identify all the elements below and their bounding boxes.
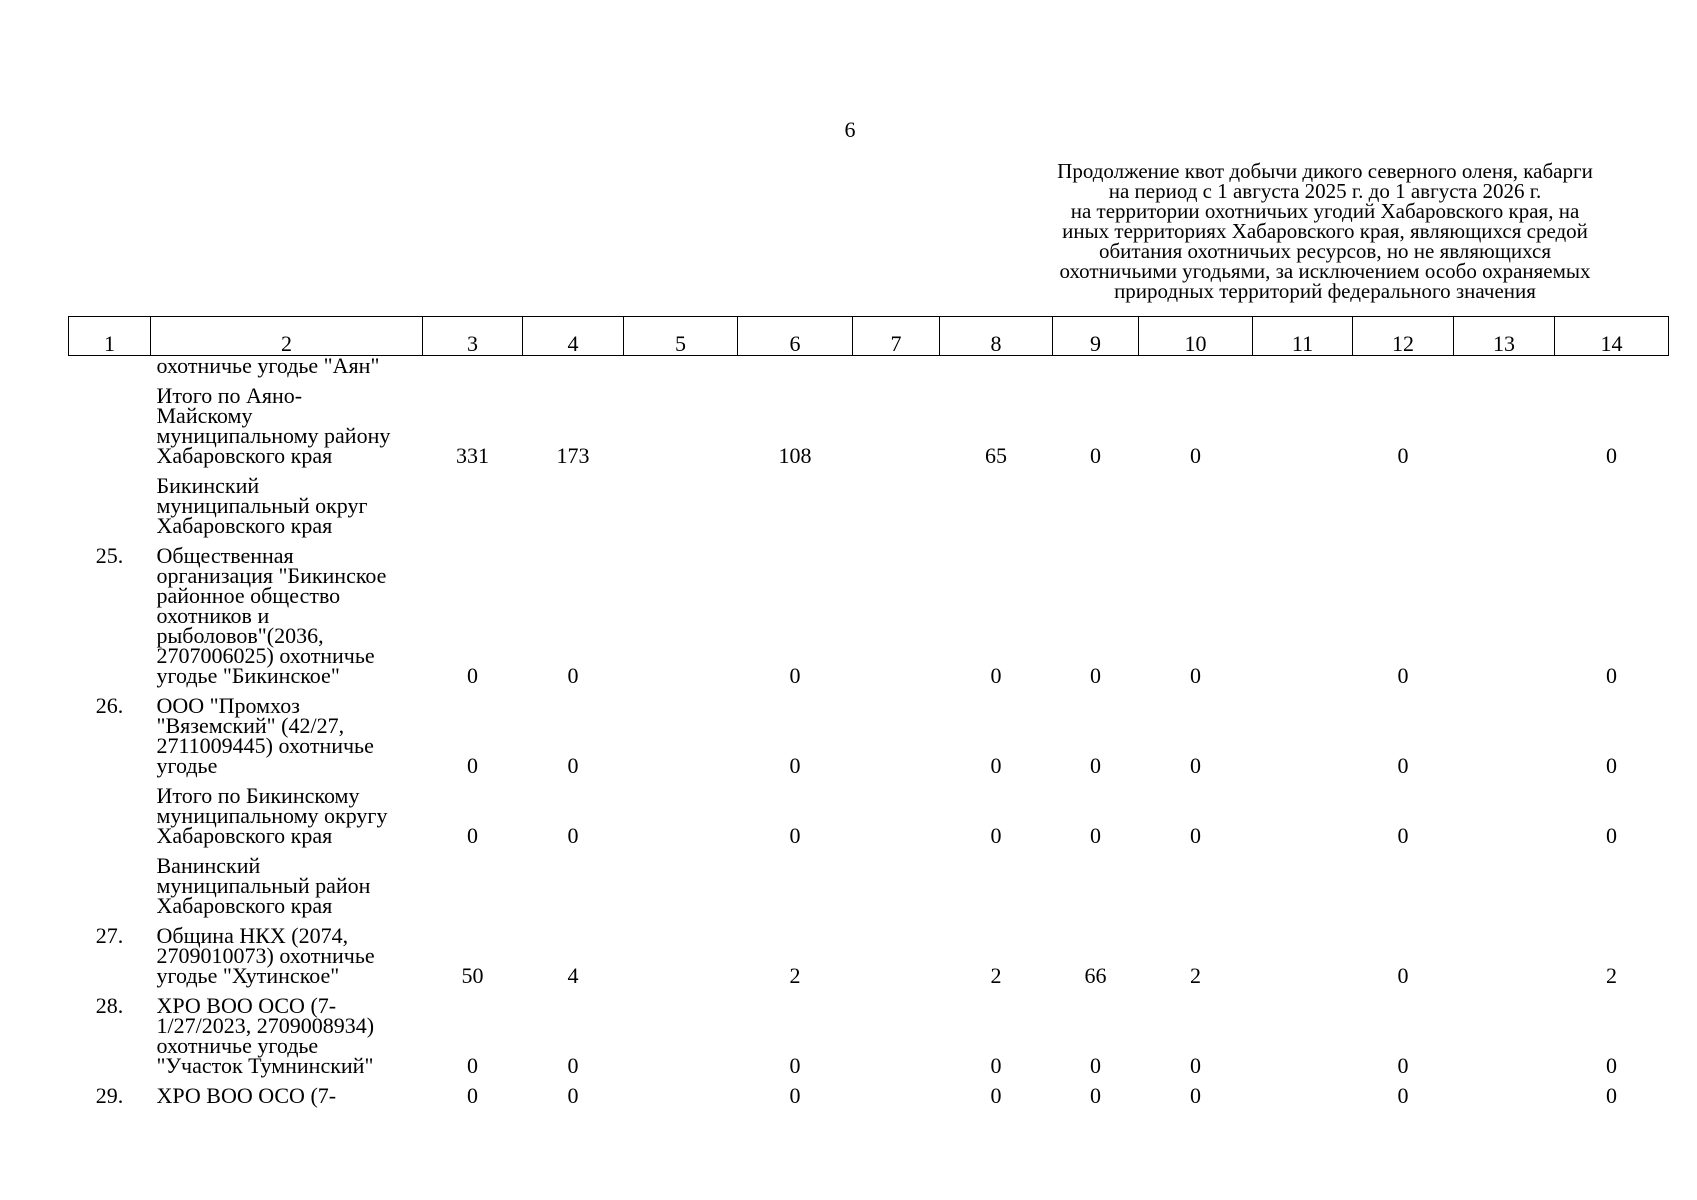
cell-value: 0 (1090, 753, 1101, 778)
cell-value (853, 916, 940, 986)
cell-value: 0 (1606, 1083, 1617, 1108)
cell-value (940, 356, 1053, 377)
column-header: 9 (1053, 317, 1139, 356)
cell-value: 0 (990, 1053, 1002, 1078)
cell-value (1253, 1076, 1353, 1106)
cell-value: 0 (789, 823, 801, 848)
table-row (69, 916, 1669, 986)
cell-value: 0 (467, 823, 478, 848)
cell-value: 0 (1090, 443, 1101, 468)
heading-line: на период с 1 августа 2025 г. до 1 августа 2026 г. (1108, 179, 1542, 203)
cell-value (1253, 356, 1353, 377)
cell-value (1253, 846, 1353, 916)
cell-value: 0 (1090, 1083, 1101, 1108)
cell-value (523, 466, 624, 536)
cell-value (1555, 466, 1669, 536)
cell-value (1454, 686, 1555, 776)
cell-value: 0 (1397, 1053, 1409, 1078)
cell-value: 331 (456, 443, 489, 468)
heading-line: обитания охотничьих ресурсов, но не являющихся (1098, 239, 1552, 263)
cell-value (624, 916, 738, 986)
cell-value (940, 846, 1053, 916)
cell-value (1053, 846, 1139, 916)
cell-value (523, 356, 624, 377)
cell-value (738, 466, 853, 536)
cell-value (1555, 356, 1669, 377)
cell-value (1053, 466, 1139, 536)
page-number: 6 (844, 117, 856, 142)
cell-value (423, 356, 523, 377)
cell-value (1253, 686, 1353, 776)
row-name-text: Итого по Бикинскому муниципальному округу Хабаровского края (156, 783, 388, 848)
cell-value (624, 986, 738, 1076)
row-number (69, 776, 151, 846)
heading-line: природных территорий федерального значения (1114, 279, 1536, 303)
column-header: 8 (940, 317, 1053, 356)
row-number: 26. (95, 693, 124, 718)
row-name-text: охотничье угодье "Аян" (156, 353, 380, 378)
cell-value: 0 (789, 753, 801, 778)
row-name (151, 466, 423, 536)
row-name-text: Общественная организация "Бикинское районное общество охотников и рыболовов"(2036, 2707006025) охотничье угодье "Бикинское" (156, 543, 387, 688)
cell-value: 0 (1190, 823, 1201, 848)
cell-value: 0 (1090, 823, 1101, 848)
cell-value: 0 (789, 1053, 801, 1078)
cell-value: 0 (1606, 443, 1617, 468)
heading-line: на территории охотничьих угодий Хабаровского края, на (1070, 199, 1580, 223)
cell-value: 0 (1397, 443, 1409, 468)
row-number (69, 356, 151, 377)
cell-value: 0 (1397, 1083, 1409, 1108)
cell-value: 0 (1397, 963, 1409, 988)
cell-value (1139, 356, 1253, 377)
row-name-text: Община НКХ (2074, 2709010073) охотничье угодье "Хутинское" (156, 923, 375, 988)
cell-value: 0 (1397, 663, 1409, 688)
table-row (69, 776, 1669, 846)
row-name-text: ООО "Промхоз "Вяземский" (42/27, 2711009445) охотничье угодье (156, 693, 374, 778)
cell-value (1139, 846, 1253, 916)
cell-value (1555, 846, 1669, 916)
cell-value: 0 (1397, 823, 1409, 848)
table-row (69, 536, 1669, 686)
table-row (69, 846, 1669, 916)
cell-value (738, 356, 853, 377)
cell-value (1353, 356, 1454, 377)
cell-value: 0 (789, 1083, 801, 1108)
table-row (69, 376, 1669, 466)
cell-value (1454, 776, 1555, 846)
cell-value (1454, 986, 1555, 1076)
cell-value (853, 536, 940, 686)
row-number (69, 466, 151, 536)
cell-value: 0 (467, 1083, 478, 1108)
row-name-text: Бикинский муниципальный округ Хабаровского края (156, 473, 368, 538)
cell-value: 0 (1397, 753, 1409, 778)
cell-value: 0 (1190, 753, 1201, 778)
cell-value (853, 356, 940, 377)
cell-value (624, 846, 738, 916)
table-row (69, 986, 1669, 1076)
cell-value (624, 376, 738, 466)
cell-value (1353, 846, 1454, 916)
row-number: 25. (95, 543, 124, 568)
cell-value (853, 686, 940, 776)
row-name-text: Итого по Аяно- Майскому муниципальному району Хабаровского края (156, 383, 391, 468)
cell-value: 0 (1190, 663, 1201, 688)
cell-value: 50 (461, 963, 484, 988)
table-row (69, 1076, 1669, 1106)
cell-value (1253, 916, 1353, 986)
cell-value (940, 466, 1053, 536)
row-name (151, 536, 423, 686)
column-header: 4 (523, 317, 624, 356)
cell-value: 0 (467, 663, 478, 688)
column-header: 13 (1454, 317, 1555, 356)
cell-value (423, 466, 523, 536)
column-header: 1 (69, 317, 151, 356)
cell-value (624, 776, 738, 846)
cell-value: 108 (778, 443, 812, 468)
cell-value: 4 (567, 963, 579, 988)
cell-value (1053, 356, 1139, 377)
cell-value: 2 (990, 963, 1002, 988)
column-header: 3 (423, 317, 523, 356)
row-name (151, 776, 423, 846)
cell-value: 0 (567, 1083, 579, 1108)
cell-value: 66 (1084, 963, 1107, 988)
cell-value (1253, 776, 1353, 846)
row-number (69, 376, 151, 466)
heading-line: охотничьими угодьями, за исключением особо охраняемых (1059, 259, 1591, 283)
cell-value (1253, 986, 1353, 1076)
cell-value: 0 (1190, 1053, 1201, 1078)
row-name (151, 846, 423, 916)
heading-line: иных территориях Хабаровского края, являющихся средой (1062, 219, 1588, 243)
cell-value (853, 986, 940, 1076)
cell-value: 0 (1090, 663, 1101, 688)
row-number: 29. (95, 1083, 124, 1108)
cell-value: 0 (1190, 1083, 1201, 1108)
cell-value (1139, 466, 1253, 536)
cell-value (1454, 916, 1555, 986)
cell-value (1253, 536, 1353, 686)
cell-value: 0 (467, 753, 478, 778)
table-row (69, 356, 1669, 377)
cell-value (1353, 466, 1454, 536)
cell-value: 0 (1090, 1053, 1101, 1078)
cell-value (853, 1076, 940, 1106)
cell-value: 0 (567, 1053, 579, 1078)
cell-value: 0 (789, 663, 801, 688)
cell-value (1454, 846, 1555, 916)
row-name-text: ХРО ВОО ОСО (7- (156, 1083, 337, 1108)
cell-value (853, 376, 940, 466)
cell-value: 0 (567, 753, 579, 778)
cell-value: 0 (1606, 663, 1617, 688)
cell-value: 0 (1606, 823, 1617, 848)
column-header: 2 (151, 317, 423, 356)
table-body (69, 353, 1669, 1108)
table-row (69, 686, 1669, 776)
cell-value: 2 (1190, 963, 1201, 988)
cell-value (853, 776, 940, 846)
row-name (151, 1076, 423, 1106)
cell-value (624, 356, 738, 377)
cell-value (1253, 466, 1353, 536)
cell-value (738, 846, 853, 916)
table-row (69, 466, 1669, 536)
cell-value (1454, 376, 1555, 466)
cell-value: 0 (990, 663, 1002, 688)
row-number: 28. (95, 993, 124, 1018)
column-header: 7 (853, 317, 940, 356)
column-header: 6 (738, 317, 853, 356)
row-number: 27. (95, 923, 124, 948)
row-name (151, 376, 423, 466)
cell-value (423, 846, 523, 916)
table-heading (990, 161, 1660, 301)
cell-value (1253, 376, 1353, 466)
column-header: 11 (1253, 317, 1353, 356)
row-name (151, 353, 423, 378)
column-header: 10 (1139, 317, 1253, 356)
cell-value (624, 466, 738, 536)
column-header: 14 (1555, 317, 1669, 356)
cell-value: 0 (1606, 1053, 1617, 1078)
cell-value: 0 (990, 1083, 1002, 1108)
cell-value: 0 (567, 823, 579, 848)
cell-value: 0 (990, 753, 1002, 778)
cell-value (1454, 466, 1555, 536)
cell-value (1454, 1076, 1555, 1106)
cell-value (624, 536, 738, 686)
cell-value: 65 (985, 443, 1007, 468)
row-name-text: ХРО ВОО ОСО (7- 1/27/2023, 2709008934) охотничье угодье "Участок Тумнинский" (156, 993, 375, 1078)
quota-table (68, 316, 1669, 1106)
row-number (69, 846, 151, 916)
row-name (151, 986, 423, 1076)
cell-value (853, 846, 940, 916)
cell-value: 0 (1606, 753, 1617, 778)
cell-value: 0 (467, 1053, 478, 1078)
cell-value (1454, 356, 1555, 377)
cell-value (624, 686, 738, 776)
cell-value: 0 (990, 823, 1002, 848)
cell-value: 2 (789, 963, 801, 988)
cell-value (523, 846, 624, 916)
cell-value (853, 466, 940, 536)
column-header: 12 (1353, 317, 1454, 356)
row-name-text: Ванинский муниципальный район Хабаровского края (156, 853, 371, 918)
cell-value (624, 1076, 738, 1106)
row-name (151, 916, 423, 986)
cell-value: 173 (556, 443, 590, 468)
cell-value (1454, 536, 1555, 686)
cell-value: 0 (1190, 443, 1201, 468)
heading-line: Продолжение квот добычи дикого северного оленя, кабарги (1057, 159, 1593, 183)
column-header: 5 (624, 317, 738, 356)
column-number-row (69, 317, 1669, 356)
cell-value: 2 (1606, 963, 1617, 988)
row-name (151, 686, 423, 776)
cell-value: 0 (567, 663, 579, 688)
